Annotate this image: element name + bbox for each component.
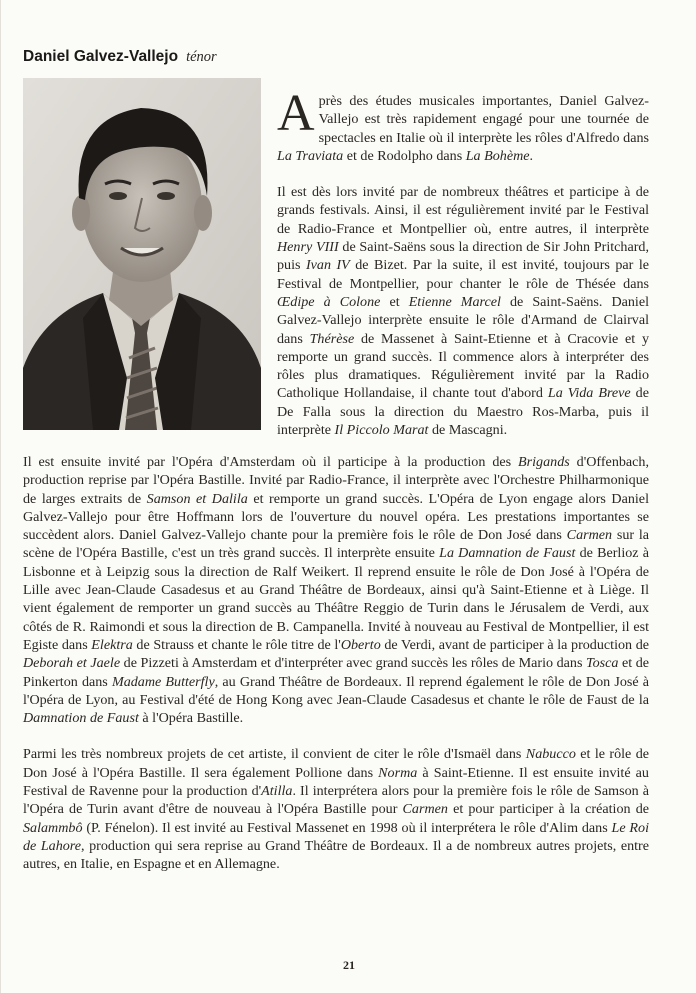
paragraph-intro: [277, 85, 649, 165]
work-title: Brigands: [518, 454, 570, 470]
work-title: Oberto: [340, 636, 381, 653]
work-title: Henry VIII: [277, 239, 339, 256]
text-run: et pour participer à la création de: [447, 801, 649, 818]
text-run: à Saint-Etienne. Il est ensuite invité au Festival de Ravenne pour la production d': [23, 764, 649, 800]
text-run: Parmi les très nombreux projets de cet artiste, il convient de citer le rôle d'Ismaël dans: [23, 746, 526, 763]
text-run: de Verdi, avant de participer à la production de: [380, 636, 650, 653]
text-run: de Berlioz à Lisbonne et à Leipzig sous la direction de Ralf Weikert. Il reprend ensuite le rôle de Don José à l'Opéra de Lille avec Jean-Claude Casadesus et au Grand Théâtre de Bordeaux, ainsi qu'à Saint-Etienne et à Liège. Il vient également de remporter un grand succès au Théâtre Reggio de Turin dans le Jérusalem de Verdi, aux côtés de R. Raimondi et sous la direction de B. Campanella. Invité à nouveau au Festival de Montpellier, il est Egiste dans: [23, 545, 649, 653]
text-run: et le rôle de Don José à l'Opéra Bastille. Il sera également Pollione dans: [23, 746, 649, 781]
work-title: Nabucco: [525, 746, 576, 763]
artist-portrait: [23, 78, 261, 430]
work-title: Norma: [378, 764, 418, 781]
work-title: Carmen: [402, 801, 448, 818]
portrait-image: [23, 78, 261, 430]
text-run: et remporte un grand succès. L'Opéra de Lyon engage alors Daniel Galvez-Vallejo pour être Hoffmann lors de l'ouverture du nouvel opéra. Les prestations importantes se succèdent alors. Daniel Galvez-Vallejo chante pour la première fois le rôle de Don José dans: [23, 490, 649, 544]
text-run: de Bizet. Par la suite, il est invité, toujours par le Festival de Montpellier, pour chanter le rôle de Thésée dans: [277, 257, 649, 292]
paragraph-career: [277, 183, 649, 439]
page-number: 21: [343, 958, 355, 972]
work-title: La Bohème: [465, 147, 530, 164]
work-title: Il Piccolo Marat: [334, 422, 429, 439]
text-run: Il est dès lors invité par de nombreux théâtres et participe à de grands festivals. Ainsi, il est régulièrement invité par le Festival de Radio-France et Montpellier où, entre autres, il interprète: [277, 184, 649, 237]
work-title: Madame Butterfly: [111, 673, 215, 690]
intro-column: [277, 85, 650, 439]
drop-cap: A: [277, 85, 315, 142]
work-title: Atilla: [261, 783, 293, 800]
text-run: à l'Opéra Bastille.: [138, 710, 244, 727]
text-run: de Saint-Saëns. Daniel Galvez-Vallejo interprète ensuite le rôle d'Armand de Clairval dans: [277, 293, 650, 347]
work-title: Le Roi de Lahore: [23, 819, 649, 854]
artist-name: Daniel Galvez-Vallejo: [23, 48, 179, 65]
text-run: et: [380, 293, 409, 310]
work-title: La Vida Breve: [547, 385, 631, 402]
work-title: Carmen: [566, 527, 613, 544]
work-title: Deborah et Jaele: [23, 655, 121, 672]
work-title: Elektra: [91, 636, 133, 653]
text-run: et de Pinkerton dans: [23, 655, 649, 690]
text-run: , production qui sera reprise au Grand Théâtre de Bordeaux. Il a de nombreux autres projets, entre autres, en Italie, en Espagne et en Allemagne.: [23, 837, 649, 873]
text-run: de Massenet à Saint-Etienne et à Cracovie et y remporte un grand succès. Il commence alors à interpréter des rôles plus dramatiques. Régulièrement invité par la Radio Catholique Hollandaise, il chante tout d'abord: [277, 330, 649, 402]
main-text: [23, 453, 649, 874]
text-run: sur la scène de l'Opéra Bastille, c'est un très grand succès. Il interprète ensuite: [23, 527, 650, 562]
work-title: Thérèse: [309, 330, 355, 347]
voice-type: ténor: [186, 49, 217, 65]
work-title: Samson et Dalila: [146, 490, 248, 507]
work-title: Salammbô: [23, 819, 83, 836]
text-run: de De Falla sous la direction du Maestro Ros-Marba, puis il interprète: [277, 385, 649, 439]
text-run: et de Rodolpho dans: [343, 147, 466, 164]
text-run: de Pizzeti à Amsterdam et d'interpréter avec grand succès les rôles de Mario dans: [120, 655, 587, 672]
text-run: de Strauss et chante le rôle titre de l': [132, 636, 341, 653]
text-run: d'Offenbach, production reprise par l'Opéra Bastille. Invité par Radio-France, il interprète avec l'Orchestre Philharmonique de larges extraits de: [23, 454, 649, 507]
text-run: . Il interprétera alors pour la première fois le rôle de Samson à l'Opéra de Turin avant d'être de nouveau à l'Opéra Bastille pour: [23, 783, 649, 818]
work-title: La Traviata: [277, 147, 344, 164]
work-title: La Damnation de Faust: [439, 545, 576, 562]
text-run: Il est ensuite invité par l'Opéra d'Amsterdam où il participe à la production des: [23, 454, 519, 470]
work-title: Etienne Marcel: [408, 293, 501, 310]
text-run: , au Grand Théâtre de Bordeaux. Il reprend également le rôle de Don José à l'Opéra de Lyon, au Festival d'été de Hong Kong avec Jean-Claude Casadesus et chante le rôle de Faust de la: [23, 673, 650, 708]
work-title: Damnation de Faust: [23, 710, 139, 727]
text-run: près des études musicales importantes, Daniel Galvez-Vallejo est très rapidement engagé pour une tournée de spectacles en Italie où il interprète les rôles d'Alfredo dans: [318, 93, 649, 146]
text-run: de Mascagni.: [428, 422, 508, 439]
work-title: Ivan IV: [305, 257, 350, 274]
text-run: (P. Fénelon). Il est invité au Festival Massenet en 1998 où il interprétera le rôle d'Alim dans: [82, 819, 612, 836]
paragraph-projects: [23, 745, 649, 873]
artist-heading: [23, 48, 217, 66]
text-run: .: [529, 147, 534, 164]
text-run: de Saint-Saëns sous la direction de Sir John Pritchard, puis: [277, 239, 649, 274]
work-title: Œdipe à Colone: [277, 293, 381, 310]
paragraph-engagements: [23, 453, 649, 727]
work-title: Tosca: [586, 655, 619, 672]
